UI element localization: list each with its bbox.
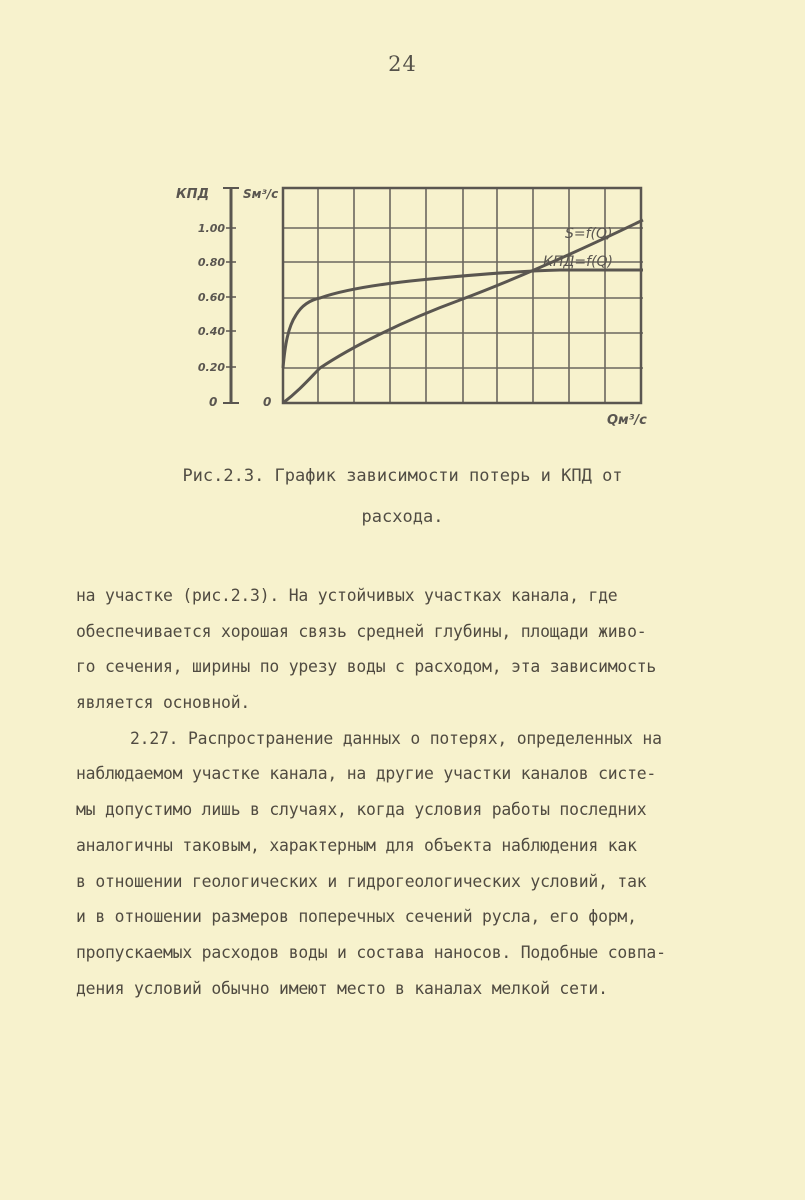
page-number: 24: [388, 52, 417, 76]
text-line: обеспечивается хорошая связь средней глубины, площади живо-: [76, 621, 647, 641]
chart-grid: [283, 188, 643, 403]
s-curve-label: S=f(Q): [565, 226, 613, 242]
tick-0-40: 0.40: [197, 325, 225, 338]
tick-0-20: 0.20: [197, 361, 225, 374]
x-axis-label: Qм³/с: [607, 413, 647, 428]
chart-svg: [0, 0, 805, 440]
kpd-curve-label: КПД=f(Q): [543, 254, 614, 270]
left-axis: [223, 188, 239, 403]
text-line: мы допустимо лишь в случаях, когда условия работы последних: [76, 800, 647, 820]
text-line: является основной.: [76, 693, 251, 713]
text-line: и в отношении размеров поперечных сечений русла, его форм,: [76, 907, 637, 927]
body-text: [76, 578, 788, 1006]
text-line: аналогичны таковым, характерным для объекта наблюдения как: [76, 835, 637, 855]
right-zero: 0: [263, 395, 272, 409]
figure-caption-line2: расхода.: [361, 507, 444, 527]
left-zero: 0: [209, 395, 218, 409]
figure-caption-line1: Рис.2.3. График зависимости потерь и КПД от: [182, 466, 623, 486]
chart-frame: [283, 188, 641, 403]
left-axis-ticks: [198, 222, 225, 374]
figure-2-3: [0, 0, 805, 440]
right-axis-label: Sм³/с: [243, 187, 279, 201]
text-line: наблюдаемом участке канала, на другие участки каналов систе-: [76, 764, 657, 784]
text-line: в отношении геологических и гидрогеологических условий, так: [76, 871, 647, 891]
text-line: дения условий обычно имеют место в каналах мелкой сети.: [76, 978, 608, 998]
paragraph-2-27-start: 2.27. Распространение данных о потерях, определенных на: [130, 728, 662, 748]
text-line: на участке (рис.2.3). На устойчивых участках канала, где: [76, 586, 618, 605]
tick-1-00: 1.00: [197, 222, 225, 235]
tick-0-60: 0.60: [197, 291, 225, 304]
tick-0-80: 0.80: [197, 256, 225, 269]
left-axis-label: КПД: [176, 187, 210, 202]
text-line: го сечения, ширины по урезу воды с расходом, эта зависимость: [76, 657, 657, 677]
text-line: пропускаемых расходов воды и состава наносов. Подобные совпа-: [76, 942, 666, 962]
